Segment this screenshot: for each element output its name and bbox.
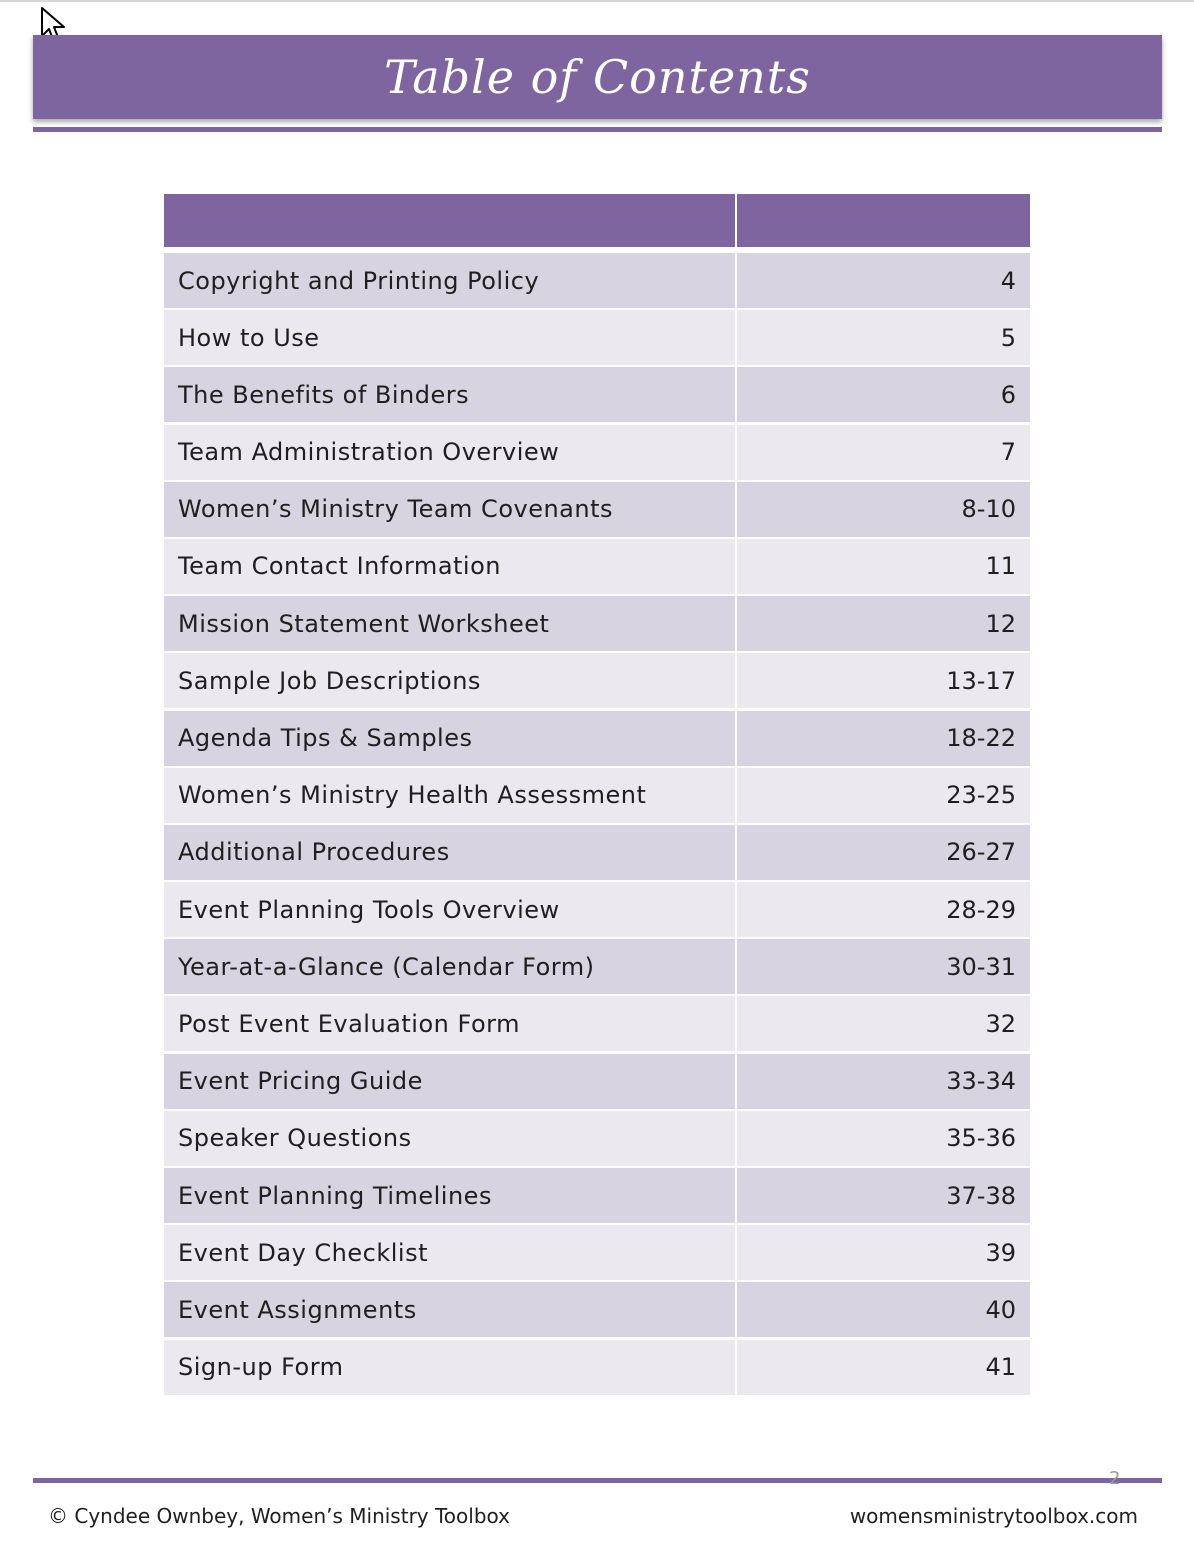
toc-entry-title: Event Planning Tools Overview — [164, 882, 735, 937]
top-border — [0, 0, 1194, 2]
toc-row — [164, 1340, 1030, 1395]
page-number: 2 — [1109, 1468, 1121, 1489]
toc-header-title-cell — [164, 194, 735, 247]
toc-row — [164, 1168, 1030, 1223]
toc-row — [164, 1225, 1030, 1280]
toc-row — [164, 1111, 1030, 1166]
toc-entry-page: 13-17 — [737, 653, 1030, 708]
toc-entry-page: 7 — [737, 425, 1030, 480]
toc-entry-title: Women’s Ministry Health Assessment — [164, 768, 735, 823]
toc-row — [164, 825, 1030, 880]
toc-row — [164, 253, 1030, 308]
footer-website: womensministrytoolbox.com — [849, 1504, 1138, 1528]
toc-row — [164, 539, 1030, 594]
toc-entry-title: Team Administration Overview — [164, 425, 735, 480]
toc-table — [164, 194, 1030, 1397]
toc-entry-page: 6 — [737, 367, 1030, 422]
toc-entry-page: 35-36 — [737, 1111, 1030, 1166]
toc-entry-page: 8-10 — [737, 482, 1030, 537]
page-title: Table of Contents — [384, 50, 811, 104]
toc-row — [164, 310, 1030, 365]
toc-row — [164, 939, 1030, 994]
toc-entry-page: 4 — [737, 253, 1030, 308]
toc-entry-title: Mission Statement Worksheet — [164, 596, 735, 651]
toc-entry-title: Additional Procedures — [164, 825, 735, 880]
toc-header-row — [164, 194, 1030, 247]
toc-entry-title: Post Event Evaluation Form — [164, 996, 735, 1051]
toc-row — [164, 425, 1030, 480]
toc-row — [164, 367, 1030, 422]
toc-row — [164, 653, 1030, 708]
toc-row — [164, 482, 1030, 537]
toc-row — [164, 596, 1030, 651]
toc-entry-page: 32 — [737, 996, 1030, 1051]
toc-entry-page: 40 — [737, 1282, 1030, 1337]
footer-rule — [33, 1478, 1162, 1483]
toc-entry-title: The Benefits of Binders — [164, 367, 735, 422]
toc-row — [164, 1054, 1030, 1109]
toc-entry-title: Agenda Tips & Samples — [164, 711, 735, 766]
title-banner — [33, 35, 1162, 119]
toc-entry-page: 18-22 — [737, 711, 1030, 766]
toc-entry-page: 12 — [737, 596, 1030, 651]
toc-entry-page: 28-29 — [737, 882, 1030, 937]
toc-entry-title: Team Contact Information — [164, 539, 735, 594]
toc-entry-title: Women’s Ministry Team Covenants — [164, 482, 735, 537]
toc-entry-title: Sample Job Descriptions — [164, 653, 735, 708]
toc-entry-title: Speaker Questions — [164, 1111, 735, 1166]
title-underline — [33, 127, 1162, 132]
toc-entry-page: 39 — [737, 1225, 1030, 1280]
toc-entry-page: 33-34 — [737, 1054, 1030, 1109]
toc-entry-page: 37-38 — [737, 1168, 1030, 1223]
toc-entry-title: Event Assignments — [164, 1282, 735, 1337]
toc-row — [164, 996, 1030, 1051]
toc-entry-page: 11 — [737, 539, 1030, 594]
toc-entry-page: 26-27 — [737, 825, 1030, 880]
toc-entry-page: 30-31 — [737, 939, 1030, 994]
toc-row — [164, 768, 1030, 823]
toc-entry-title: Copyright and Printing Policy — [164, 253, 735, 308]
toc-row — [164, 1282, 1030, 1337]
footer-copyright: © Cyndee Ownbey, Women’s Ministry Toolbox — [48, 1504, 510, 1528]
toc-entry-page: 41 — [737, 1340, 1030, 1395]
toc-entry-title: How to Use — [164, 310, 735, 365]
toc-entry-title: Event Pricing Guide — [164, 1054, 735, 1109]
toc-entry-title: Year-at-a-Glance (Calendar Form) — [164, 939, 735, 994]
toc-entry-title: Event Planning Timelines — [164, 1168, 735, 1223]
toc-entry-page: 23-25 — [737, 768, 1030, 823]
toc-row — [164, 711, 1030, 766]
toc-entry-page: 5 — [737, 310, 1030, 365]
toc-entry-title: Event Day Checklist — [164, 1225, 735, 1280]
toc-row — [164, 882, 1030, 937]
toc-header-page-cell — [737, 194, 1030, 247]
toc-entry-title: Sign-up Form — [164, 1340, 735, 1395]
